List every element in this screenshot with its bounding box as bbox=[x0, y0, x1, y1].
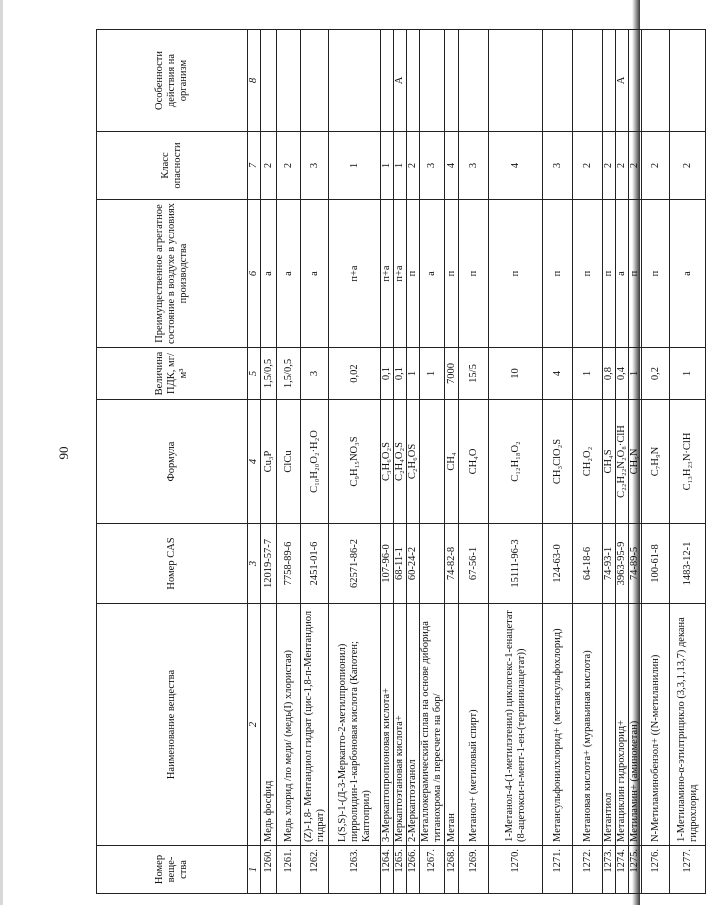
cas-number: 15111-96-3 bbox=[489, 524, 543, 604]
header-features: Особенности действия на организм bbox=[97, 30, 248, 132]
pdk-value: 3 bbox=[301, 348, 329, 400]
action-features bbox=[329, 30, 381, 132]
aggregate-state: п bbox=[407, 200, 420, 348]
hazard-class: 2 bbox=[603, 132, 616, 200]
cas-number: 74-82-8 bbox=[445, 524, 459, 604]
hazard-class: 3 bbox=[420, 132, 445, 200]
formula: C₁₂H₁₈O₂ bbox=[489, 400, 543, 524]
aggregate-state: а bbox=[616, 200, 629, 348]
table-row bbox=[420, 30, 445, 894]
header-cas: Номер CAS bbox=[97, 524, 248, 604]
substance-name: 1-Метанол-4-(1-метилэтенил) циклогекс-1-енацетат (8-ацетокси-п-мент-1-ен-(терпинилацетат)) bbox=[489, 604, 543, 846]
substance-name: 2-Меркаптоэтанол bbox=[407, 604, 420, 846]
formula: ClCu bbox=[277, 400, 301, 524]
table-row bbox=[394, 30, 407, 894]
formula: C₂₂H₂₂N₂O₈·ClH bbox=[616, 400, 629, 524]
formula: C₉H₁₅NO₃S bbox=[329, 400, 381, 524]
table-row bbox=[261, 30, 277, 894]
header-name: Наименование вещества bbox=[97, 604, 248, 846]
formula bbox=[420, 400, 445, 524]
row-number: 1274. bbox=[616, 846, 629, 894]
aggregate-state: п bbox=[543, 200, 573, 348]
substance-name: Метантиол bbox=[603, 604, 616, 846]
pdk-value: 4 bbox=[543, 348, 573, 400]
column-number: 8 bbox=[248, 30, 261, 132]
table-header-row bbox=[97, 30, 248, 894]
hazard-class: 2 bbox=[277, 132, 301, 200]
formula: C₁₃H₂₃N·ClH bbox=[670, 400, 706, 524]
action-features bbox=[277, 30, 301, 132]
action-features bbox=[642, 30, 670, 132]
header-hazard: Класс опасности bbox=[97, 132, 248, 200]
action-features bbox=[381, 30, 394, 132]
pdk-value: 1 bbox=[670, 348, 706, 400]
row-number: 1273. bbox=[603, 846, 616, 894]
substance-name: (Z)-1,8- Ментандиол гидрат (цис-1,8-п-Ментандиол гидрат) bbox=[301, 604, 329, 846]
substance-name: Метановая кислота+ (муравьиная кислота) bbox=[573, 604, 603, 846]
column-number-row bbox=[248, 30, 261, 894]
hazard-class: 2 bbox=[629, 132, 642, 200]
table-row bbox=[407, 30, 420, 894]
row-number: 1267. bbox=[420, 846, 445, 894]
action-features bbox=[445, 30, 459, 132]
cas-number: 74-89-5 bbox=[629, 524, 642, 604]
row-number: 1271. bbox=[543, 846, 573, 894]
aggregate-state: п bbox=[459, 200, 489, 348]
header-formula: Формула bbox=[97, 400, 248, 524]
hazard-class: 1 bbox=[381, 132, 394, 200]
cas-number: 124-63-0 bbox=[543, 524, 573, 604]
formula: CH₅N bbox=[629, 400, 642, 524]
table-row bbox=[573, 30, 603, 894]
row-number: 1265. bbox=[394, 846, 407, 894]
cas-number bbox=[420, 524, 445, 604]
aggregate-state: а bbox=[277, 200, 301, 348]
aggregate-state: п bbox=[642, 200, 670, 348]
action-features bbox=[459, 30, 489, 132]
column-number: 7 bbox=[248, 132, 261, 200]
hazard-class: 2 bbox=[616, 132, 629, 200]
aggregate-state: а bbox=[261, 200, 277, 348]
action-features bbox=[670, 30, 706, 132]
row-number: 1276. bbox=[642, 846, 670, 894]
header-pdk: Величина ПДК, мг/м³ bbox=[97, 348, 248, 400]
cas-number: 74-93-1 bbox=[603, 524, 616, 604]
substance-name: Металлокерамический сплав на основе диборида титанохрома /в пересчете на бор/ bbox=[420, 604, 445, 846]
page-number: 90 bbox=[56, 446, 71, 460]
cas-number: 67-56-1 bbox=[459, 524, 489, 604]
action-features: А bbox=[394, 30, 407, 132]
row-number: 1269. bbox=[459, 846, 489, 894]
action-features bbox=[603, 30, 616, 132]
formula: C₂H₆OS bbox=[407, 400, 420, 524]
aggregate-state: п+а bbox=[329, 200, 381, 348]
row-number: 1268. bbox=[445, 846, 459, 894]
formula: C₇H₉N bbox=[642, 400, 670, 524]
table-row bbox=[670, 30, 706, 894]
formula: CH₄O bbox=[459, 400, 489, 524]
pdk-value: 1 bbox=[407, 348, 420, 400]
substance-name: L(S,S)-1-(Д-3-Меркапто-2-метилпропионил) пирролидин-1-карбоновая кислота (Капотен; Каптоприл) bbox=[329, 604, 381, 846]
substances-table bbox=[96, 29, 706, 894]
table-row bbox=[301, 30, 329, 894]
substance-name: Метанол+ (метиловый спирт) bbox=[459, 604, 489, 846]
table-row bbox=[616, 30, 629, 894]
substance-name: Метациклин гидрохлорид+ bbox=[616, 604, 629, 846]
aggregate-state: п bbox=[489, 200, 543, 348]
row-number: 1264. bbox=[381, 846, 394, 894]
hazard-class: 3 bbox=[301, 132, 329, 200]
substance-name: N-Метиламинобензол+ ((N-метиланилин) bbox=[642, 604, 670, 846]
formula: C₁₀H₂₀O₂·H₂O bbox=[301, 400, 329, 524]
row-number: 1263. bbox=[329, 846, 381, 894]
formula: CH₄ bbox=[445, 400, 459, 524]
header-state: Преимущественное агрегатное состояние в воздухе в условиях производства bbox=[97, 200, 248, 348]
cas-number: 12019-57-7 bbox=[261, 524, 277, 604]
pdk-value: 10 bbox=[489, 348, 543, 400]
table-row bbox=[459, 30, 489, 894]
column-number: 1 bbox=[248, 846, 261, 894]
action-features bbox=[573, 30, 603, 132]
hazard-class: 1 bbox=[329, 132, 381, 200]
cas-number: 64-18-6 bbox=[573, 524, 603, 604]
pdk-value: 1,5/0,5 bbox=[261, 348, 277, 400]
table-body bbox=[261, 30, 706, 894]
action-features bbox=[543, 30, 573, 132]
cas-number: 107-96-0 bbox=[381, 524, 394, 604]
cas-number: 2451-01-6 bbox=[301, 524, 329, 604]
table-row bbox=[642, 30, 670, 894]
cas-number: 60-24-2 bbox=[407, 524, 420, 604]
table-row bbox=[603, 30, 616, 894]
substance-name: Медь хлорид /по меди/ (медь(I) хлористая) bbox=[277, 604, 301, 846]
hazard-class: 1 bbox=[394, 132, 407, 200]
hazard-class: 2 bbox=[573, 132, 603, 200]
hazard-class: 4 bbox=[489, 132, 543, 200]
cas-number: 100-61-8 bbox=[642, 524, 670, 604]
action-features bbox=[420, 30, 445, 132]
aggregate-state: а bbox=[670, 200, 706, 348]
action-features bbox=[489, 30, 543, 132]
scan-edge-left bbox=[0, 0, 3, 905]
table-row bbox=[329, 30, 381, 894]
action-features: А bbox=[616, 30, 629, 132]
rotated-table-container bbox=[96, 30, 699, 894]
hazard-class: 2 bbox=[642, 132, 670, 200]
row-number: 1262. bbox=[301, 846, 329, 894]
formula: C₃H₆O₂S bbox=[381, 400, 394, 524]
pdk-value: 1,5/0,5 bbox=[277, 348, 301, 400]
aggregate-state: п+а bbox=[394, 200, 407, 348]
table-row bbox=[489, 30, 543, 894]
pdk-value: 0,4 bbox=[616, 348, 629, 400]
row-number: 1272. bbox=[573, 846, 603, 894]
row-number: 1270. bbox=[489, 846, 543, 894]
action-features bbox=[261, 30, 277, 132]
pdk-value: 0,1 bbox=[394, 348, 407, 400]
hazard-class: 2 bbox=[261, 132, 277, 200]
cas-number: 7758-89-6 bbox=[277, 524, 301, 604]
hazard-class: 2 bbox=[670, 132, 706, 200]
row-number: 1266. bbox=[407, 846, 420, 894]
formula: Cu₃P bbox=[261, 400, 277, 524]
substance-name: Метансульфонилхлорид+ (метансульфохлорид) bbox=[543, 604, 573, 846]
column-number: 4 bbox=[248, 400, 261, 524]
formula: CH₄S bbox=[603, 400, 616, 524]
substance-name: Метан bbox=[445, 604, 459, 846]
aggregate-state: п bbox=[573, 200, 603, 348]
substance-name: Метиламин+ (аминометан) bbox=[629, 604, 642, 846]
action-features bbox=[407, 30, 420, 132]
cas-number: 68-11-1 bbox=[394, 524, 407, 604]
table-row bbox=[277, 30, 301, 894]
row-number: 1261. bbox=[277, 846, 301, 894]
pdk-value: 0,2 bbox=[642, 348, 670, 400]
column-number: 5 bbox=[248, 348, 261, 400]
cas-number: 3963-95-9 bbox=[616, 524, 629, 604]
hazard-class: 4 bbox=[445, 132, 459, 200]
pdk-value: 1 bbox=[420, 348, 445, 400]
hazard-class: 2 bbox=[407, 132, 420, 200]
substance-name: Меркаптоэтановая кислота+ bbox=[394, 604, 407, 846]
formula: C₂H₄O₂S bbox=[394, 400, 407, 524]
aggregate-state: п+а bbox=[381, 200, 394, 348]
row-number: 1277. bbox=[670, 846, 706, 894]
column-number: 6 bbox=[248, 200, 261, 348]
aggregate-state: а bbox=[420, 200, 445, 348]
aggregate-state: п bbox=[445, 200, 459, 348]
header-num: Номер веще-ства bbox=[97, 846, 248, 894]
substance-name: 1-Метиламино-α-этилтрицикло (3,3,1,13,7) декана гидрохлорид bbox=[670, 604, 706, 846]
aggregate-state: а bbox=[301, 200, 329, 348]
formula: CH₂O₂ bbox=[573, 400, 603, 524]
row-number: 1260. bbox=[261, 846, 277, 894]
pdk-value: 1 bbox=[629, 348, 642, 400]
pdk-value: 0,1 bbox=[381, 348, 394, 400]
action-features bbox=[629, 30, 642, 132]
action-features bbox=[301, 30, 329, 132]
pdk-value: 1 bbox=[573, 348, 603, 400]
column-number: 3 bbox=[248, 524, 261, 604]
hazard-class: 3 bbox=[459, 132, 489, 200]
table-row bbox=[445, 30, 459, 894]
table-row bbox=[381, 30, 394, 894]
substance-name: 3-Меркаптопропионовая кислота+ bbox=[381, 604, 394, 846]
cas-number: 1483-12-1 bbox=[670, 524, 706, 604]
table-row bbox=[629, 30, 642, 894]
pdk-value: 0,8 bbox=[603, 348, 616, 400]
pdk-value: 7000 bbox=[445, 348, 459, 400]
cas-number: 62571-86-2 bbox=[329, 524, 381, 604]
aggregate-state: п bbox=[629, 200, 642, 348]
formula: CH₃ClO₂S bbox=[543, 400, 573, 524]
pdk-value: 0,02 bbox=[329, 348, 381, 400]
aggregate-state: п bbox=[603, 200, 616, 348]
hazard-class: 3 bbox=[543, 132, 573, 200]
column-number: 2 bbox=[248, 604, 261, 846]
substance-name: Медь фосфид bbox=[261, 604, 277, 846]
pdk-value: 15/5 bbox=[459, 348, 489, 400]
table-row bbox=[543, 30, 573, 894]
row-number: 1275. bbox=[629, 846, 642, 894]
